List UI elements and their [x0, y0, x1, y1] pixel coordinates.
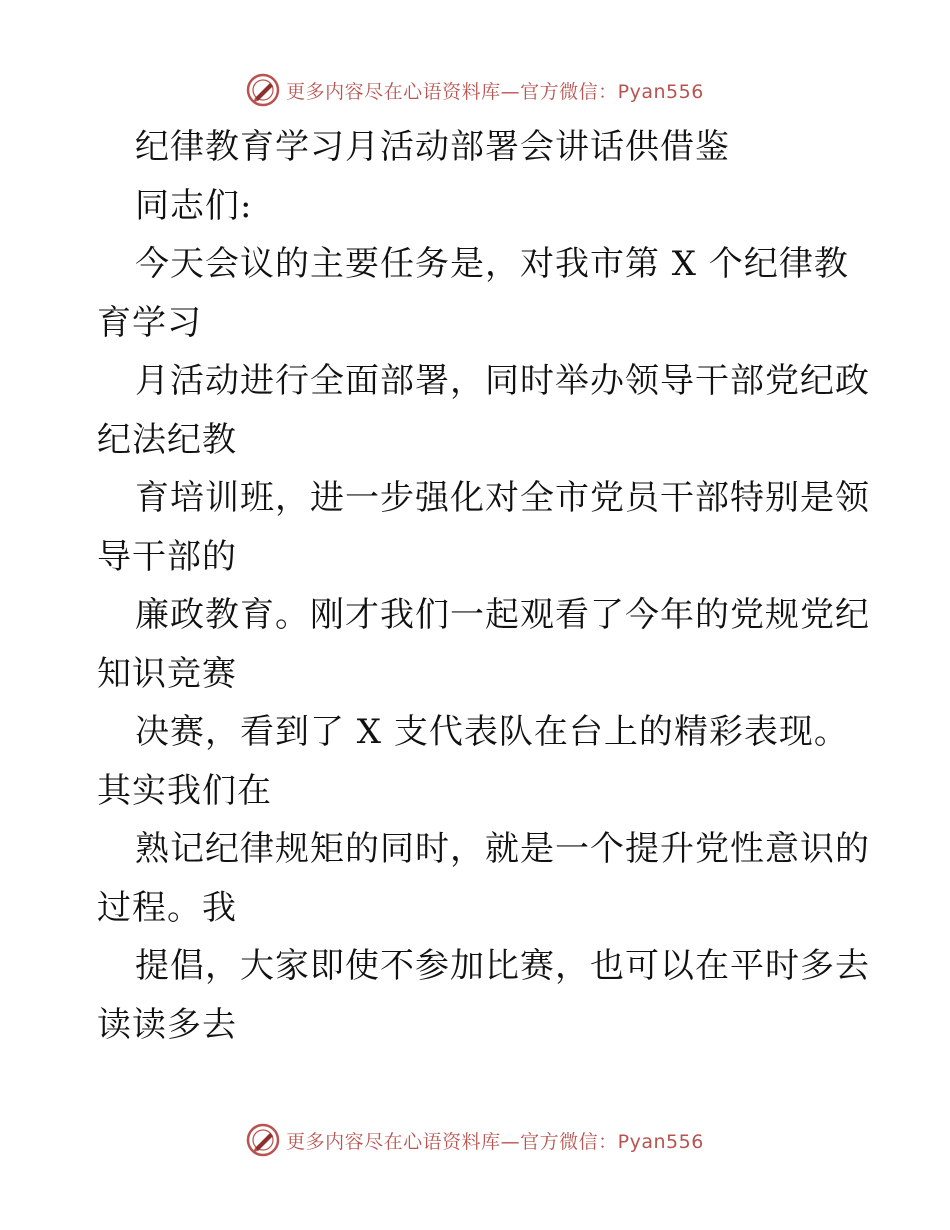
header-watermark-text: 更多内容尽在心语资料库—官方微信：Pyan556: [286, 80, 704, 103]
paragraph-line: 提倡，大家即使不参加比赛，也可以在平时多去: [135, 946, 870, 986]
paragraph-line: 读读多去: [97, 1004, 237, 1045]
paragraph-line: 廉政教育。刚才我们一起观看了今年的党规党纪: [135, 595, 870, 635]
footer-watermark-text: 更多内容尽在心语资料库—官方微信：Pyan556: [286, 1130, 704, 1153]
header-watermark: [0, 70, 950, 110]
paragraph-line: 过程。我: [97, 887, 237, 928]
paragraph-line: 育培训班，进一步强化对全市党员干部特别是领: [135, 478, 870, 518]
paragraph-line: 导干部的: [97, 536, 237, 577]
footer-watermark: [0, 1120, 950, 1160]
paragraph-line: 熟记纪律规矩的同时，就是一个提升党性意识的: [135, 829, 870, 869]
paragraph-line: 决赛，看到了 X 支代表队在台上的精彩表现。: [135, 712, 849, 752]
footer-watermark-inner: [246, 1123, 704, 1157]
seal-pen-icon: [246, 1123, 280, 1157]
greeting: 同志们:: [135, 185, 253, 226]
paragraph-line: 月活动进行全面部署，同时举办领导干部党纪政: [135, 361, 870, 401]
paragraph-line: 知识竞赛: [97, 653, 237, 694]
seal-pen-icon: [246, 73, 280, 107]
document-body: [97, 118, 870, 1054]
paragraph-line: 育学习: [97, 302, 202, 343]
paragraph-line: 纪法纪教: [97, 419, 237, 460]
paragraph-line: 今天会议的主要任务是，对我市第 X 个纪律教: [135, 244, 849, 284]
header-watermark-inner: [246, 73, 704, 107]
paragraph-line: 其实我们在: [97, 770, 272, 811]
document-title: 纪律教育学习月活动部署会讲话供借鉴: [135, 127, 730, 167]
